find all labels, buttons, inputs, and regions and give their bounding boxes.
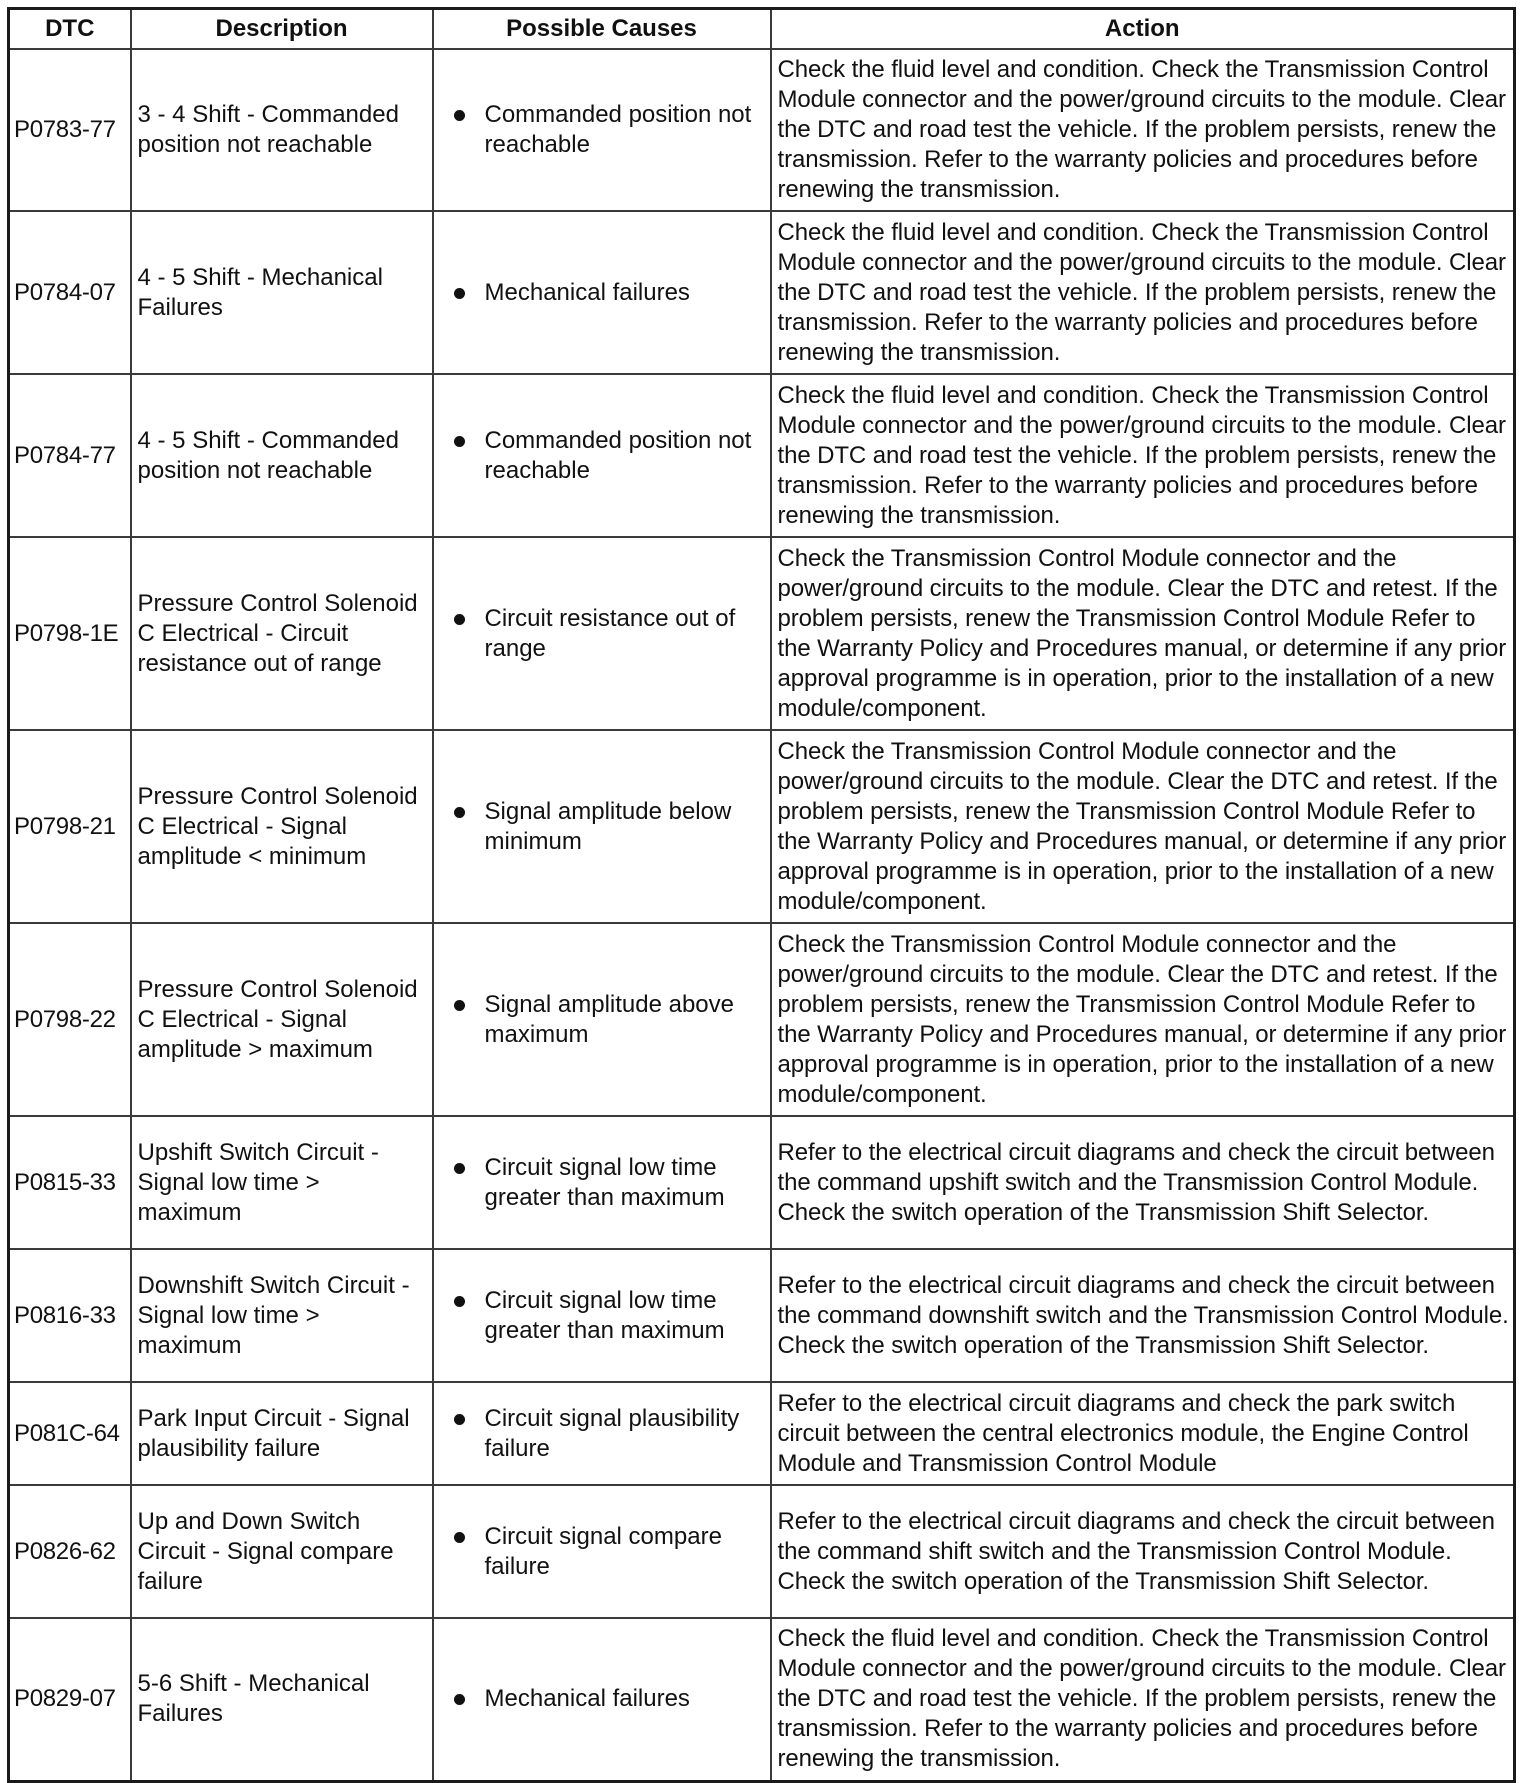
table-header [9,9,1515,50]
action-text: Check the Transmission Control Module connector and the power/ground circuits to the module. Clear the DTC and retest. If the problem persists, renew the Transmission Control Module Refer to the Warranty Policy and Procedures manual, or determine if any prior approval programme is in operation, prior to the installation of a new module/component. [771,923,1515,1116]
table-row [9,1116,1515,1249]
action-text: Check the Transmission Control Module connector and the power/ground circuits to the module. Clear the DTC and retest. If the problem persists, renew the Transmission Control Module Refer to the Warranty Policy and Procedures manual, or determine if any prior approval programme is in operation, prior to the installation of a new module/component. [771,537,1515,730]
table-row [9,1249,1515,1382]
possible-cause-text: Circuit signal plausibility failure [484,1404,740,1462]
bullet-icon [454,1000,465,1011]
possible-cause-text: Circuit signal low time greater than maximum [484,1286,725,1344]
table-row [9,1618,1515,1781]
dtc-description: 3 - 4 Shift - Commanded position not reachable [131,49,433,211]
table-row [9,1485,1515,1618]
table-row [9,211,1515,374]
bullet-icon [454,436,465,447]
table-row [9,730,1515,923]
possible-cause-text: Circuit resistance out of range [484,604,736,662]
possible-cause [433,537,771,730]
possible-cause-text: Circuit signal low time greater than maximum [484,1153,725,1211]
bullet-icon [454,1532,465,1543]
dtc-code: P0784-77 [9,374,131,537]
bullet-icon [454,110,465,121]
table-row [9,537,1515,730]
dtc-description: Downshift Switch Circuit - Signal low time > maximum [131,1249,433,1382]
action-text: Check the fluid level and condition. Check the Transmission Control Module connector and the power/ground circuits to the module. Clear the DTC and road test the vehicle. If the problem persists, renew the transmission. Refer to the warranty policies and procedures before renewing the transmission. [771,211,1515,374]
action-text: Check the Transmission Control Module connector and the power/ground circuits to the module. Clear the DTC and retest. If the problem persists, renew the Transmission Control Module Refer to the Warranty Policy and Procedures manual, or determine if any prior approval programme is in operation, prior to the installation of a new module/component. [771,730,1515,923]
action-text: Check the fluid level and condition. Check the Transmission Control Module connector and the power/ground circuits to the module. Clear the DTC and road test the vehicle. If the problem persists, renew the transmission. Refer to the warranty policies and procedures before renewing the transmission. [771,49,1515,211]
header-description: Description [131,9,433,50]
possible-cause-text: Commanded position not reachable [484,426,752,484]
dtc-description: Park Input Circuit - Signal plausibility failure [131,1382,433,1485]
table-row [9,923,1515,1116]
bullet-icon [454,1296,465,1307]
dtc-code: P0826-62 [9,1485,131,1618]
dtc-code: P0815-33 [9,1116,131,1249]
bullet-icon [454,807,465,818]
dtc-table-sheet [7,7,1513,1783]
action-text: Refer to the electrical circuit diagrams and check the circuit between the command downshift switch and the Transmission Control Module. Check the switch operation of the Transmission Shift Selector. [771,1249,1515,1382]
bullet-icon [454,1414,465,1425]
action-text: Check the fluid level and condition. Check the Transmission Control Module connector and the power/ground circuits to the module. Clear the DTC and road test the vehicle. If the problem persists, renew the transmission. Refer to the warranty policies and procedures before renewing the transmission. [771,374,1515,537]
possible-cause-text: Signal amplitude below minimum [484,797,732,855]
dtc-code: P081C-64 [9,1382,131,1485]
action-text: Refer to the electrical circuit diagrams and check the circuit between the command shift switch and the Transmission Control Module. Check the switch operation of the Transmission Shift Selector. [771,1485,1515,1618]
table-row [9,374,1515,537]
possible-cause [433,1618,771,1781]
possible-cause-text: Commanded position not reachable [484,101,752,158]
dtc-description: 5-6 Shift - Mechanical Failures [131,1618,433,1781]
bullet-icon [454,1694,465,1705]
dtc-code: P0829-07 [9,1618,131,1781]
dtc-description: Up and Down Switch Circuit - Signal compare failure [131,1485,433,1618]
dtc-code: P0798-22 [9,923,131,1116]
action-text: Check the fluid level and condition. Check the Transmission Control Module connector and the power/ground circuits to the module. Clear the DTC and road test the vehicle. If the problem persists, renew the transmission. Refer to the warranty policies and procedures before renewing the transmission. [771,1618,1515,1781]
possible-cause-text: Signal amplitude above maximum [484,990,735,1048]
bullet-icon [454,614,465,625]
table-row [9,49,1515,211]
header-possible-causes: Possible Causes [433,9,771,50]
header-action: Action [771,9,1515,50]
table-row [9,1382,1515,1485]
dtc-table [7,7,1516,1783]
bullet-icon [454,1163,465,1174]
possible-cause-text: Mechanical failures [484,1685,690,1713]
dtc-code: P0816-33 [9,1249,131,1382]
dtc-description: 4 - 5 Shift - Mechanical Failures [131,211,433,374]
dtc-description: Pressure Control Solenoid C Electrical - Circuit resistance out of range [131,537,433,730]
possible-cause [433,1382,771,1485]
possible-cause [433,211,771,374]
header-row [9,9,1515,50]
possible-cause [433,374,771,537]
possible-cause [433,923,771,1116]
action-text: Refer to the electrical circuit diagrams and check the circuit between the command upshift switch and the Transmission Control Module. Check the switch operation of the Transmission Shift Selector. [771,1116,1515,1249]
action-text: Refer to the electrical circuit diagrams and check the park switch circuit between the central electronics module, the Engine Control Module and Transmission Control Module [771,1382,1515,1485]
dtc-code: P0784-07 [9,211,131,374]
possible-cause-text: Circuit signal compare failure [484,1522,722,1580]
dtc-description: Upshift Switch Circuit - Signal low time > maximum [131,1116,433,1249]
header-dtc: DTC [9,9,131,50]
dtc-code: P0798-21 [9,730,131,923]
possible-cause [433,1485,771,1618]
bullet-icon [454,288,465,299]
dtc-description: Pressure Control Solenoid C Electrical - Signal amplitude > maximum [131,923,433,1116]
dtc-code: P0783-77 [9,49,131,211]
possible-cause [433,1116,771,1249]
dtc-code: P0798-1E [9,537,131,730]
possible-cause [433,1249,771,1382]
table-body [9,49,1515,1781]
possible-cause [433,49,771,211]
possible-cause [433,730,771,923]
dtc-description: Pressure Control Solenoid C Electrical - Signal amplitude < minimum [131,730,433,923]
possible-cause-text: Mechanical failures [484,278,690,306]
dtc-description: 4 - 5 Shift - Commanded position not reachable [131,374,433,537]
